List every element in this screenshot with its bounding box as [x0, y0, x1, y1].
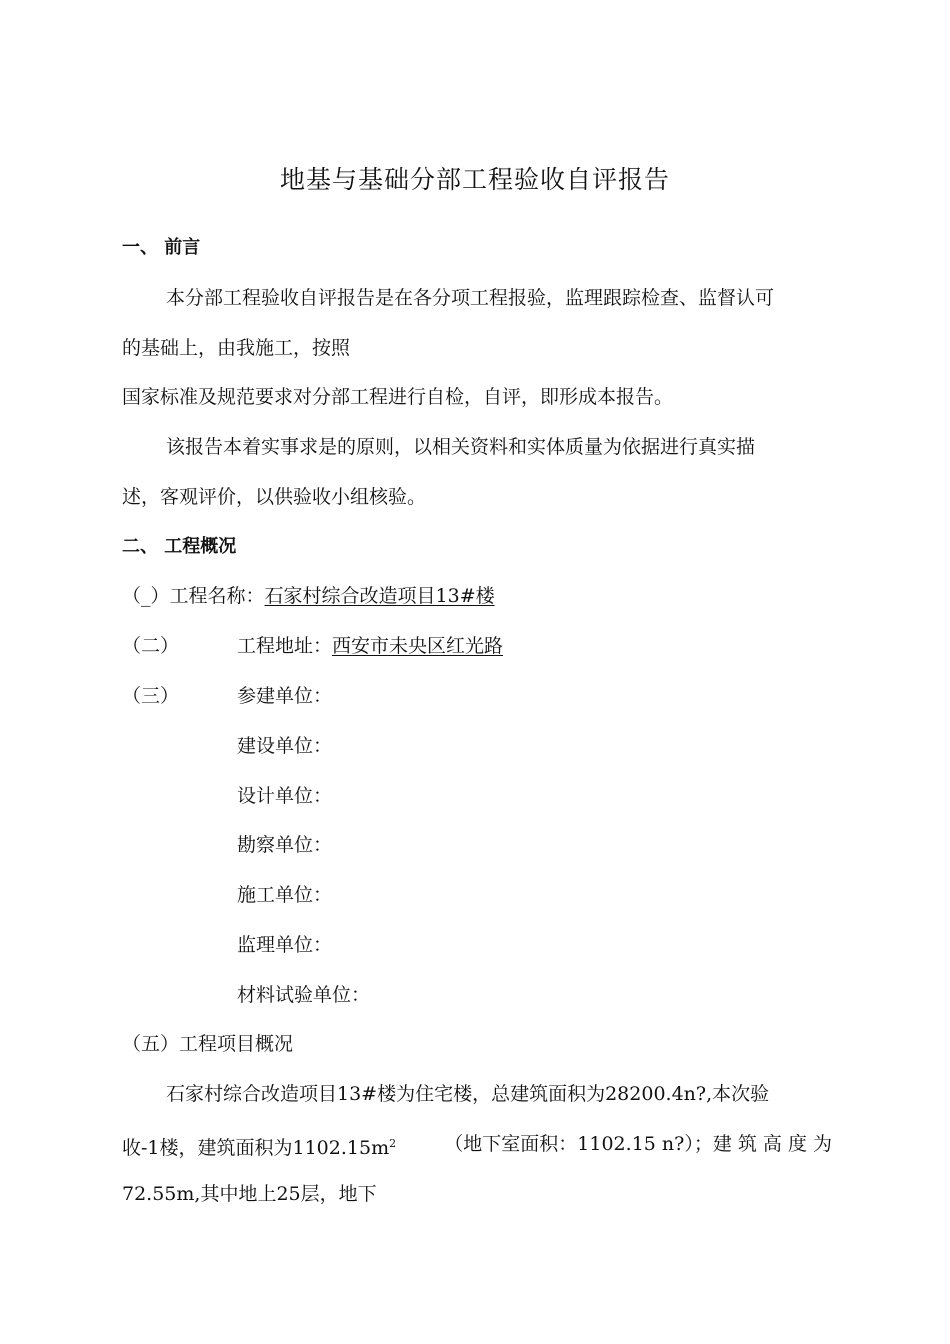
preface-paragraph-1-line-2: 的基础上，由我施工，按照 — [122, 337, 351, 359]
project-name-label: （_）工程名称： — [122, 585, 265, 607]
project-summary-line-2-part-a: 收-1楼，建筑面积为$1102.15m^2$ — [122, 1137, 397, 1159]
preface-paragraph-2-line-1: 该报告本着实事求是的原则，以相关资料和实体质量为依据进行真实描 — [166, 436, 756, 458]
project-summary-line-3: 72.55m,其中地上25层，地下 — [122, 1183, 377, 1205]
document-title: 地基与基础分部工程验收自评报告 — [279, 165, 670, 194]
participants-prefix: （三） — [122, 685, 180, 707]
construction-unit-label: 施工单位： — [237, 884, 333, 906]
survey-unit-label: 勘察单位： — [237, 834, 333, 856]
project-address-prefix: （二） — [122, 635, 180, 657]
project-summary-line-2 — [122, 1132, 832, 1160]
owner-unit-label: 建设单位： — [237, 735, 333, 757]
project-summary-line-1: 石家村综合改造项目13#楼为住宅楼，总建筑面积为28200.4n?,本次验 — [166, 1083, 770, 1105]
project-address-label: 工程地址： — [237, 635, 333, 657]
project-name-row — [122, 584, 495, 608]
preface-paragraph-2-line-2: 述，客观评价，以供验收小组核验。 — [122, 486, 427, 508]
participating-units-label: 参建单位： — [237, 685, 333, 707]
project-address-row — [237, 634, 503, 658]
supervision-unit-label: 监理单位： — [237, 934, 333, 956]
project-name-value: 石家村综合改造项目13#楼 — [264, 585, 495, 607]
section-heading-preface: 一、 前言 — [122, 237, 201, 258]
preface-paragraph-1-line-3: 国家标准及规范要求对分部工程进行自检，自评，即形成本报告。 — [122, 386, 674, 408]
project-address-value: 西安市未央区红光路 — [332, 635, 504, 657]
project-summary-heading: （五）工程项目概况 — [122, 1033, 294, 1055]
material-testing-unit-label: 材料试验单位： — [237, 984, 371, 1006]
project-summary-line-2-part-b: （地下室面积：1102.15 n?）；建 筑 高 度 为 — [444, 1133, 832, 1155]
preface-paragraph-1-line-1: 本分部工程验收自评报告是在各分项工程报验，监理跟踪检查、监督认可 — [166, 287, 775, 309]
section-heading-overview: 二、 工程概况 — [122, 536, 237, 557]
design-unit-label: 设计单位： — [237, 785, 333, 807]
